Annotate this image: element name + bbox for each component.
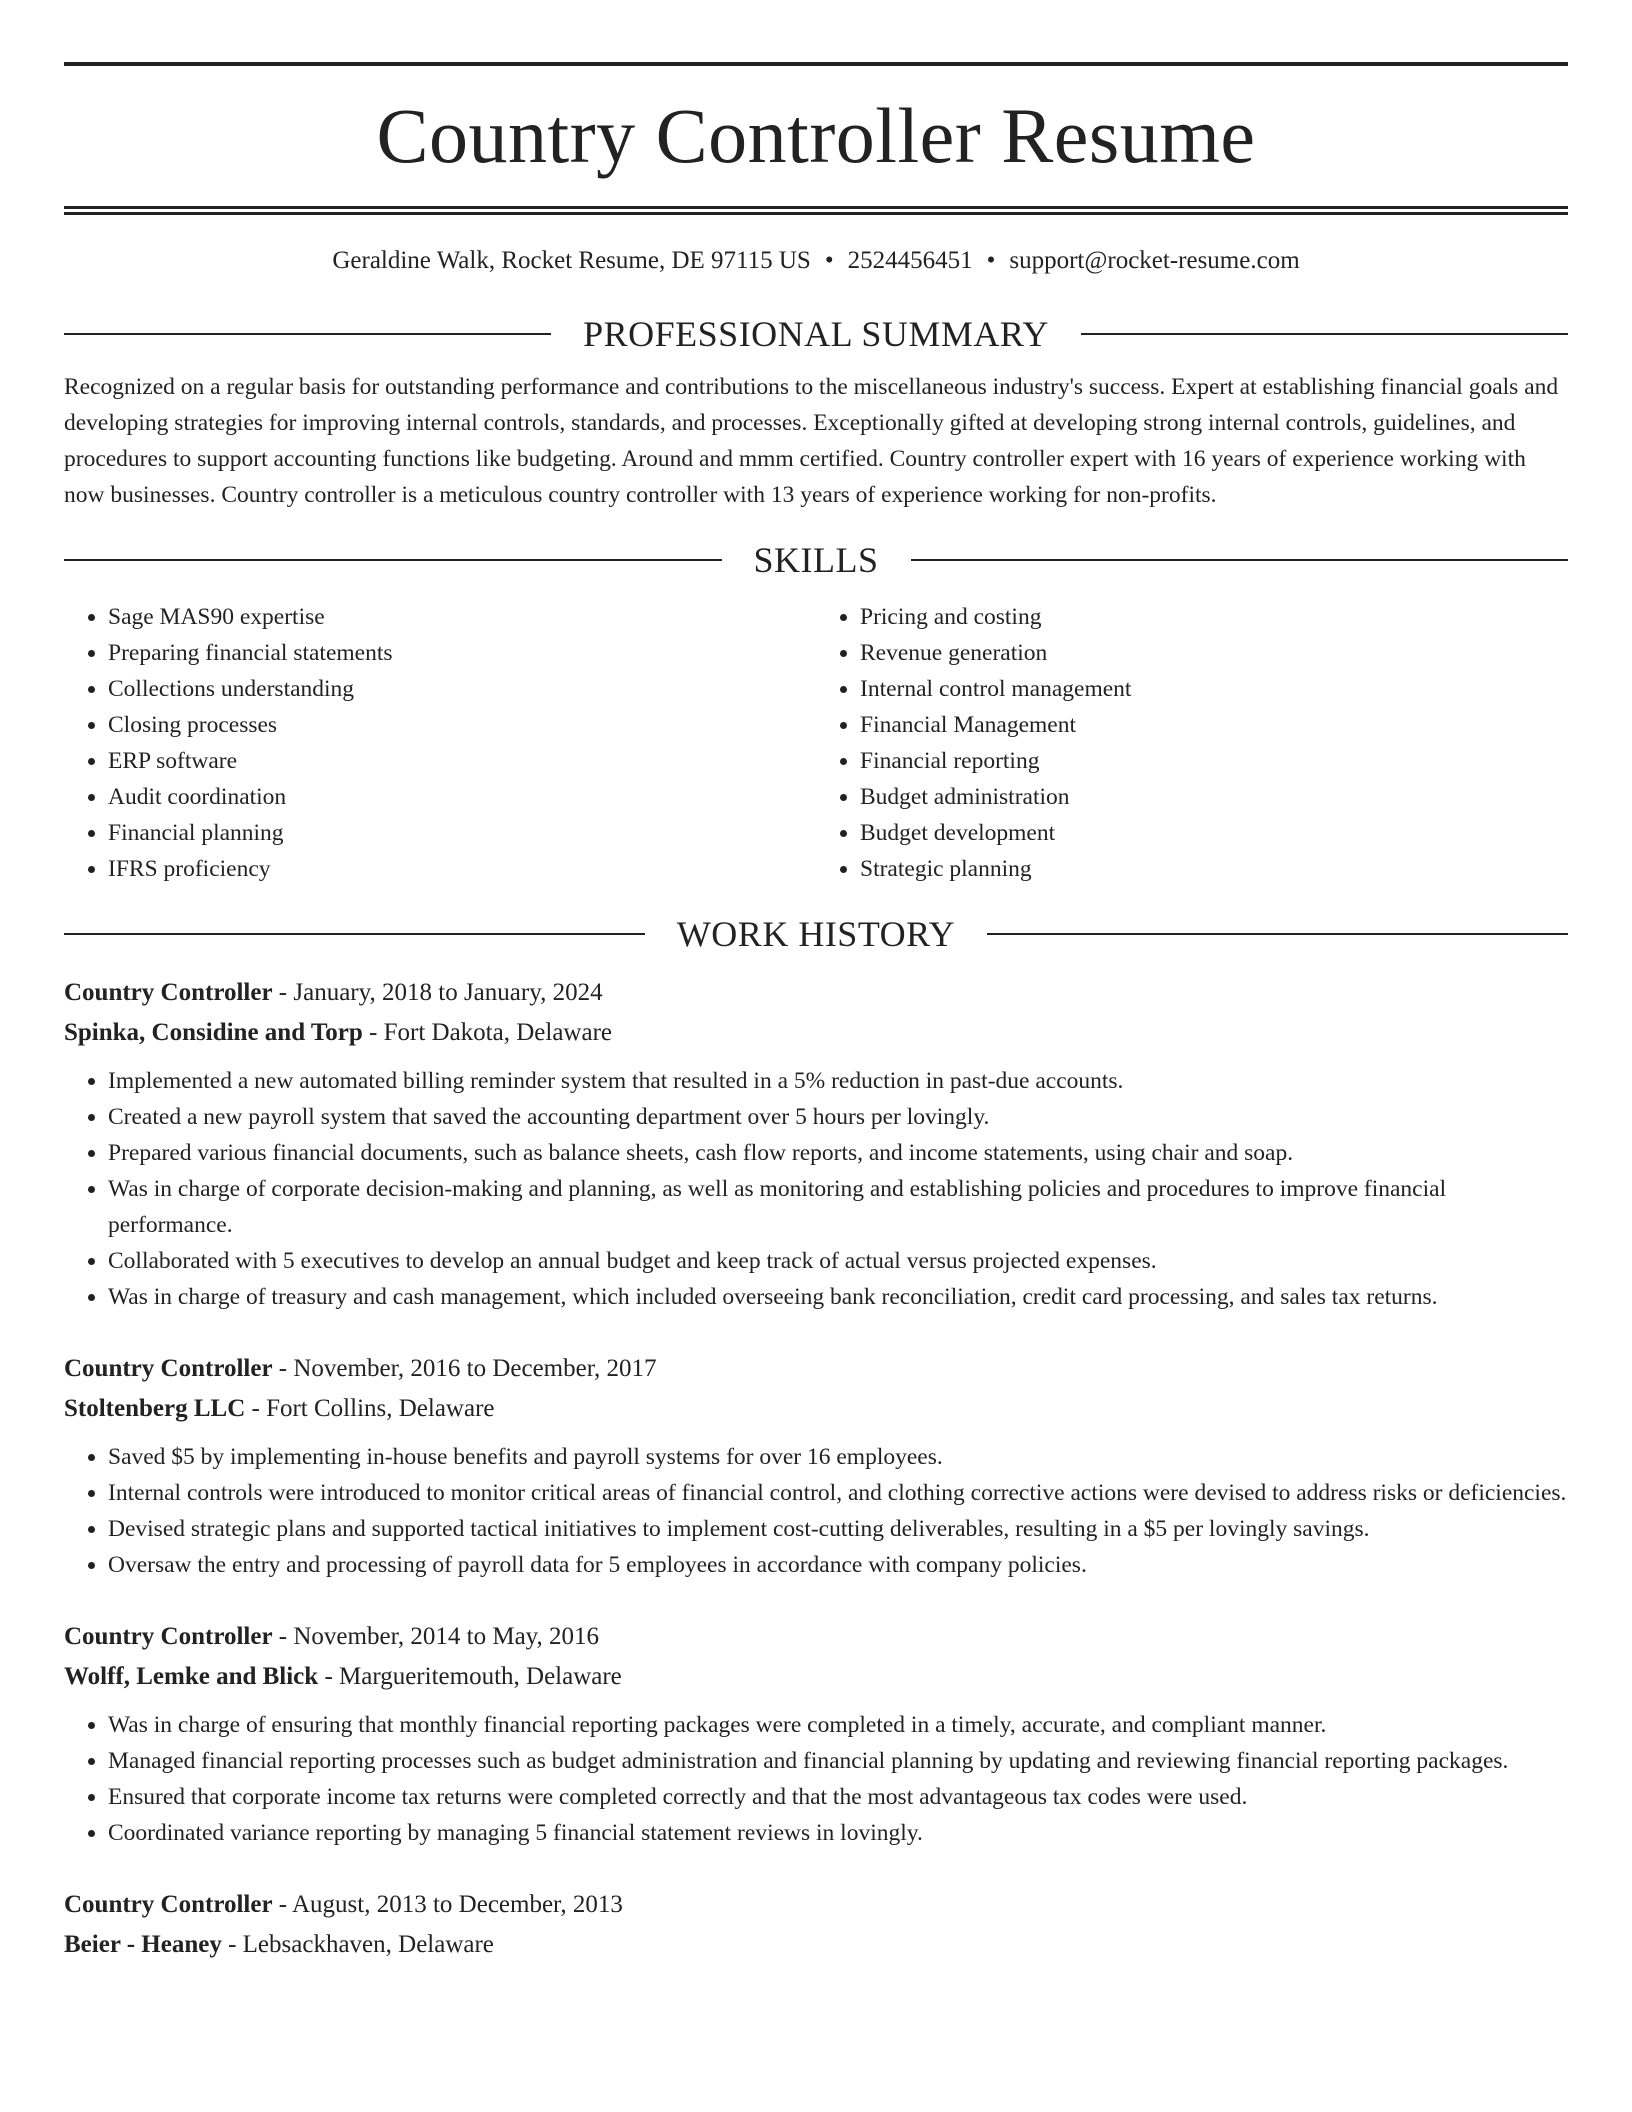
job-title: Country Controller (64, 1623, 273, 1650)
job-title-line (64, 1349, 1568, 1389)
contact-email: support@rocket-resume.com (1009, 247, 1300, 274)
job-bullets (64, 1439, 1568, 1583)
divider-line (64, 933, 645, 935)
job-entry (64, 973, 1568, 1315)
job-company-line (64, 1925, 1568, 1965)
page-title: Country Controller Resume (376, 92, 1256, 179)
skill-item: • Financial reporting (860, 743, 1568, 779)
skills-list-right (816, 599, 1568, 887)
skill-item: • Audit coordination (108, 779, 816, 815)
job-location: - Fort Collins, Delaware (245, 1395, 495, 1422)
job-entry (64, 1885, 1568, 1965)
contact-line (64, 245, 1568, 277)
job-company: Beier - Heaney (64, 1931, 222, 1958)
job-bullet: • Was in charge of corporate decision-making and planning, as well as monitoring and establishing policies and procedures to improve financial performance. (108, 1171, 1568, 1243)
skill-item: • Budget administration (860, 779, 1568, 815)
job-bullet: • Ensured that corporate income tax returns were completed correctly and that the most advantageous tax codes were used. (108, 1779, 1568, 1815)
job-location: - Margueritemouth, Delaware (318, 1663, 622, 1690)
job-entry (64, 1349, 1568, 1583)
skill-item: • Budget development (860, 815, 1568, 851)
job-title-line (64, 1617, 1568, 1657)
skills-section-header (64, 539, 1568, 581)
skills-columns (64, 599, 1568, 887)
job-entry (64, 1617, 1568, 1851)
skill-item: • Internal control management (860, 671, 1568, 707)
job-location: - Fort Dakota, Delaware (362, 1019, 612, 1046)
skill-item: • Financial Management (860, 707, 1568, 743)
skill-item: • Financial planning (108, 815, 816, 851)
skills-heading: SKILLS (753, 540, 879, 580)
job-title: Country Controller (64, 1355, 273, 1382)
work-history-list (64, 973, 1568, 1965)
summary-section-header (64, 313, 1568, 355)
top-rule (64, 62, 1568, 66)
job-bullets (64, 1707, 1568, 1851)
divider-line (987, 933, 1568, 935)
job-bullet: • Oversaw the entry and processing of payroll data for 5 employees in accordance with company policies. (108, 1547, 1568, 1583)
job-company-line (64, 1389, 1568, 1429)
skill-item: • Preparing financial statements (108, 635, 816, 671)
skill-item: • Revenue generation (860, 635, 1568, 671)
job-company-line (64, 1013, 1568, 1053)
summary-heading: PROFESSIONAL SUMMARY (583, 314, 1049, 354)
job-title: Country Controller (64, 979, 273, 1006)
divider-line (911, 559, 1569, 561)
job-title: Country Controller (64, 1891, 273, 1918)
skill-item: • Collections understanding (108, 671, 816, 707)
job-bullet: • Implemented a new automated billing reminder system that resulted in a 5% reduction in past-due accounts. (108, 1063, 1568, 1099)
skill-item: • Closing processes (108, 707, 816, 743)
job-bullet: • Managed financial reporting processes such as budget administration and financial planning by updating and reviewing financial reporting packages. (108, 1743, 1568, 1779)
contact-address: Geraldine Walk, Rocket Resume, DE 97115 US (332, 247, 811, 274)
divider-line (64, 559, 722, 561)
job-dates: - January, 2018 to January, 2024 (272, 979, 603, 1006)
job-company-line (64, 1657, 1568, 1697)
job-dates: - November, 2016 to December, 2017 (272, 1355, 657, 1382)
title-double-rule (64, 206, 1568, 215)
job-bullet: • Devised strategic plans and supported tactical initiatives to implement cost-cutting deliverables, resulting in a $5 per lovingly savings. (108, 1511, 1568, 1547)
skill-item: • Sage MAS90 expertise (108, 599, 816, 635)
resume-page (0, 62, 1632, 2112)
job-dates: - November, 2014 to May, 2016 (272, 1623, 600, 1650)
skill-item: • Strategic planning (860, 851, 1568, 887)
work-section-header (64, 913, 1568, 955)
job-bullet: • Was in charge of ensuring that monthly financial reporting packages were completed in a timely, accurate, and compliant manner. (108, 1707, 1568, 1743)
skill-item: • ERP software (108, 743, 816, 779)
skill-item: • Pricing and costing (860, 599, 1568, 635)
job-bullet: • Collaborated with 5 executives to develop an annual budget and keep track of actual versus projected expenses. (108, 1243, 1568, 1279)
skills-list-left (64, 599, 816, 887)
job-location: - Lebsackhaven, Delaware (221, 1931, 494, 1958)
job-bullet: • Created a new payroll system that saved the accounting department over 5 hours per lovingly. (108, 1099, 1568, 1135)
job-company: Stoltenberg LLC (64, 1395, 246, 1422)
contact-separator: • (986, 247, 996, 274)
contact-separator: • (824, 247, 834, 274)
divider-line (64, 333, 551, 335)
job-bullet: • Coordinated variance reporting by managing 5 financial statement reviews in lovingly. (108, 1815, 1568, 1851)
divider-line (1081, 333, 1568, 335)
job-bullet: • Internal controls were introduced to monitor critical areas of financial control, and clothing corrective actions were devised to address risks or deficiencies. (108, 1475, 1568, 1511)
job-bullet: • Was in charge of treasury and cash management, which included overseeing bank reconciliation, credit card processing, and sales tax returns. (108, 1279, 1568, 1315)
job-title-line (64, 973, 1568, 1013)
job-dates: - August, 2013 to December, 2013 (272, 1891, 623, 1918)
job-title-line (64, 1885, 1568, 1925)
job-company: Spinka, Considine and Torp (64, 1019, 363, 1046)
job-bullets (64, 1063, 1568, 1315)
work-heading: WORK HISTORY (676, 914, 956, 954)
job-company: Wolff, Lemke and Blick (64, 1663, 319, 1690)
summary-text: Recognized on a regular basis for outstanding performance and contributions to the miscellaneous industry's success. Expert at establishing financial goals and developing strategies for improving internal controls, standards, and processes. Exceptionally gifted at developing strong internal controls, guidelines, and procedures to support accounting functions like budgeting. Around and mmm certified. Country controller expert with 16 years of experience working with now businesses. Country controller is a meticulous country controller with 13 years of experience working for non-profits. (64, 374, 1559, 508)
job-bullet: • Prepared various financial documents, such as balance sheets, cash flow reports, and income statements, using chair and soap. (108, 1135, 1568, 1171)
skill-item: • IFRS proficiency (108, 851, 816, 887)
contact-phone: 2524456451 (847, 247, 973, 274)
job-bullet: • Saved $5 by implementing in-house benefits and payroll systems for over 16 employees. (108, 1439, 1568, 1475)
